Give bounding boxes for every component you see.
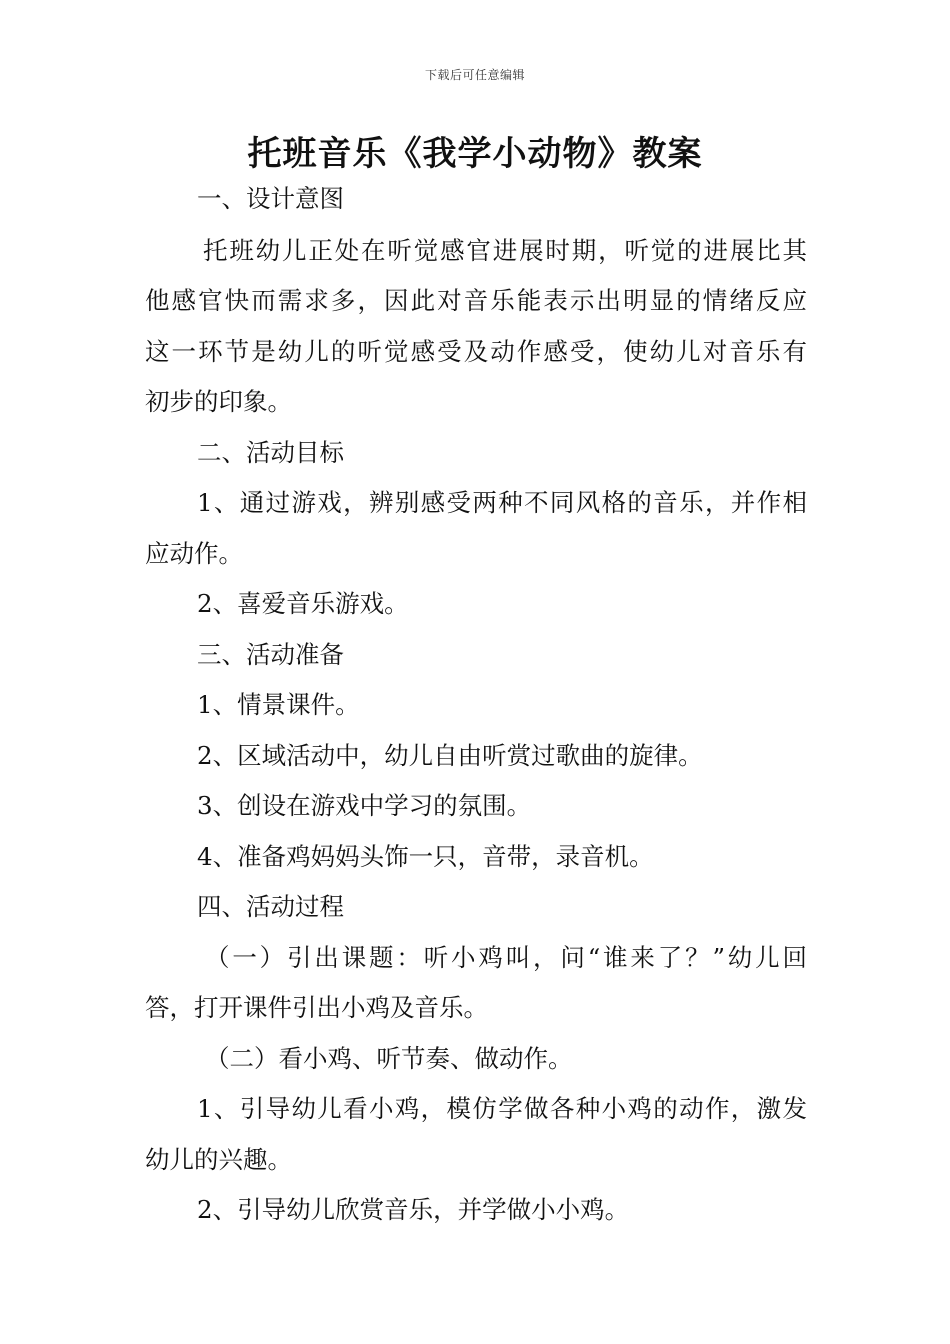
list-item: 2、区域活动中，幼儿自由听赏过歌曲的旋律。 <box>197 740 703 770</box>
paragraph-line: 初步的印象。 <box>145 387 292 416</box>
section-heading-activity-process: 四、活动过程 <box>197 892 344 921</box>
list-item-continuation: 应动作。 <box>145 538 243 568</box>
list-item: 1、引导幼儿看小鸡，模仿学做各种小鸡的动作，激发 <box>197 1094 807 1123</box>
paragraph-line: （一）引出课题：听小鸡叫，问“谁来了？”幼儿回 <box>205 942 807 972</box>
list-item: 2、引导幼儿欣赏音乐，并学做小小鸡。 <box>197 1195 630 1224</box>
list-item: 3、创设在游戏中学习的氛围。 <box>197 791 532 820</box>
list-item: 1、通过游戏，辨别感受两种不同风格的音乐，并作相 <box>197 488 807 517</box>
list-item-continuation: 幼儿的兴趣。 <box>145 1144 292 1174</box>
header-note: 下载后可任意编辑 <box>424 68 525 82</box>
list-item: 1、情景课件。 <box>197 690 360 719</box>
paragraph-line: 这一环节是幼儿的听觉感受及动作感受，使幼儿对音乐有 <box>145 336 807 366</box>
paragraph-line: 答，打开课件引出小鸡及音乐。 <box>145 993 488 1022</box>
section-heading-design-intent: 一、设计意图 <box>197 184 344 213</box>
list-item: 4、准备鸡妈妈头饰一只，音带，录音机。 <box>197 841 654 871</box>
section-heading-activity-preparation: 三、活动准备 <box>197 639 344 669</box>
section-heading-activity-goals: 二、活动目标 <box>197 437 344 467</box>
document-title: 托班音乐《我学小动物》教案 <box>247 134 703 174</box>
paragraph-line: 托班幼儿正处在听觉感官进展时期，听觉的进展比其 <box>203 235 807 265</box>
list-item: 2、喜爱音乐游戏。 <box>197 589 409 618</box>
subsection-heading: （二）看小鸡、听节奏、做动作。 <box>205 1043 573 1073</box>
document-body <box>145 174 807 1236</box>
paragraph-line: 他感官快而需求多，因此对音乐能表示出明显的情绪反应 <box>145 286 807 315</box>
